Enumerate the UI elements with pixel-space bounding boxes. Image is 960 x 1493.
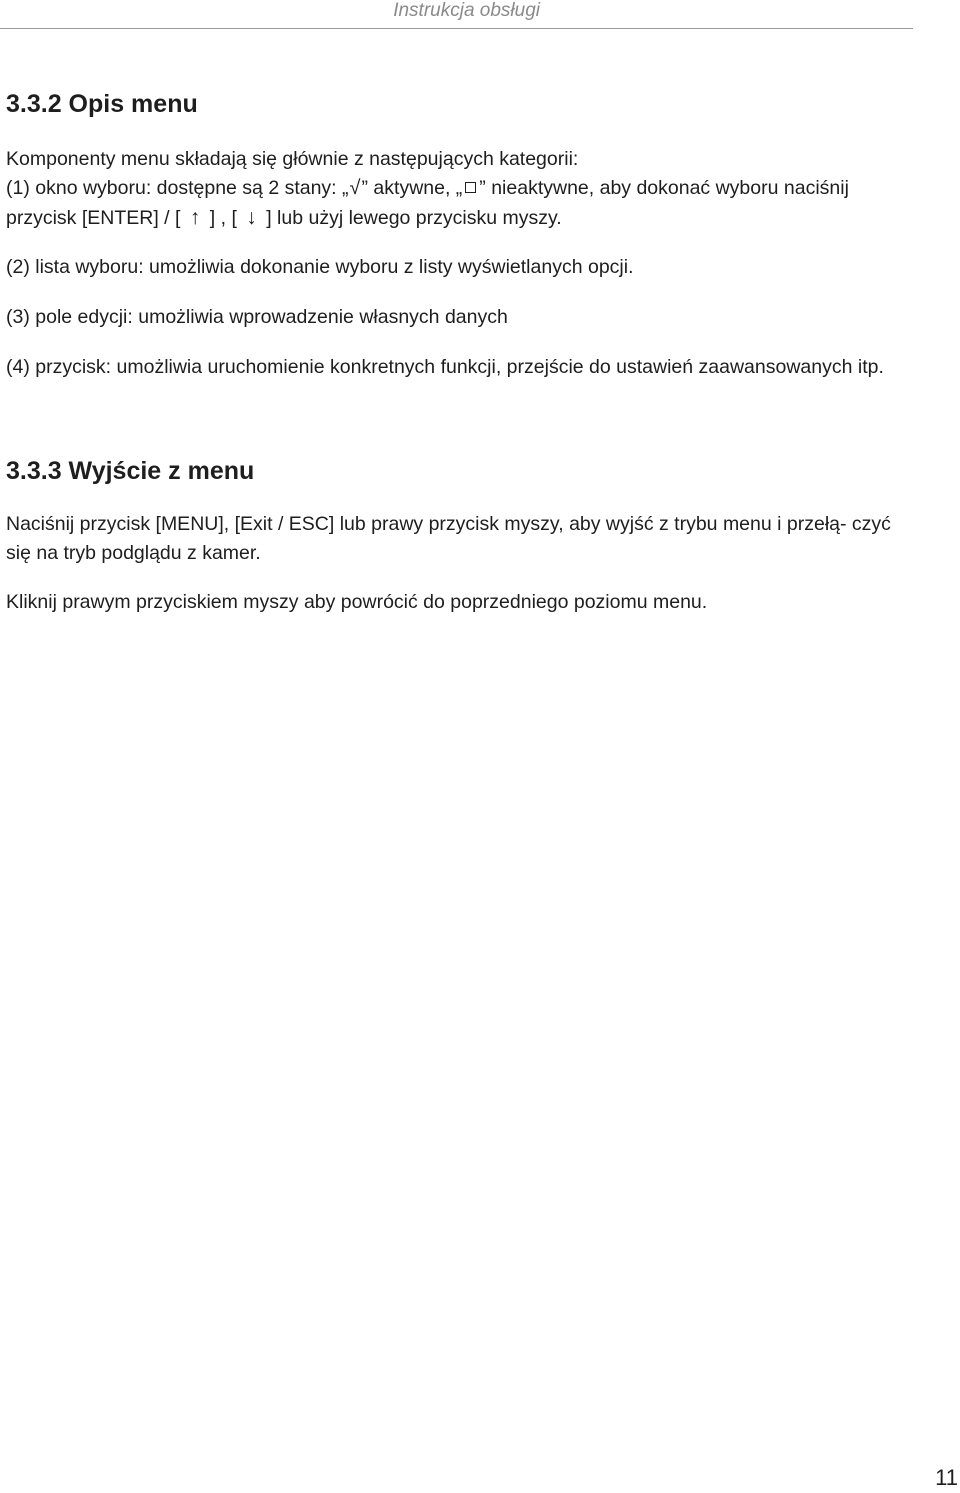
page-number: 11: [935, 1465, 958, 1490]
list-item-button: (4) przycisk: umożliwia uruchomienie konkretnych funkcji, przejście do ustawień zaawansowanych itp.: [6, 356, 884, 378]
page-header: [0, 0, 960, 30]
list-item-selection-list: (2) lista wyboru: umożliwia dokonanie wyboru z listy wyświetlanych opcji.: [6, 256, 634, 278]
arrow-up-icon: ↑: [189, 206, 201, 229]
intro-text: Komponenty menu składają się głównie z następujących kategorii:: [6, 148, 579, 170]
arrow-down-icon: ↓: [246, 206, 257, 229]
item1-text-end: ] lub użyj lewego przycisku myszy.: [260, 207, 562, 229]
empty-checkbox-icon: [465, 182, 476, 193]
exit-instructions-paragraph: Naciśnij przycisk [MENU], [Exit / ESC] lub prawy przycisk myszy, aby wyjść z trybu menu i przełą- czyć się na tryb podglądu z kamer.: [6, 513, 891, 564]
item1-text-start: (1) okno wyboru: dostępne są 2 stany: „: [6, 177, 349, 199]
checkmark-icon: √: [349, 177, 361, 199]
header-title: Instrukcja obsługi: [393, 0, 540, 21]
header-divider: [0, 28, 913, 29]
section-heading-menu-exit: 3.3.3 Wyjście z menu: [6, 457, 255, 485]
item1-text-inactive: ” nieaktywne, aby dokonać wyboru naciśnij przycisk [ENTER] / [: [6, 177, 849, 229]
list-item-edit-field: (3) pole edycji: umożliwia wprowadzenie własnych danych: [6, 306, 508, 328]
menu-components-paragraph: [6, 145, 918, 233]
item1-text-separator: ] , [: [204, 207, 243, 229]
section-heading-opis-menu: 3.3.2 Opis menu: [6, 90, 198, 118]
back-instructions-paragraph: Kliknij prawym przyciskiem myszy aby powrócić do poprzedniego poziomu menu.: [6, 591, 708, 613]
item1-text-active: ” aktywne, „: [361, 177, 463, 199]
